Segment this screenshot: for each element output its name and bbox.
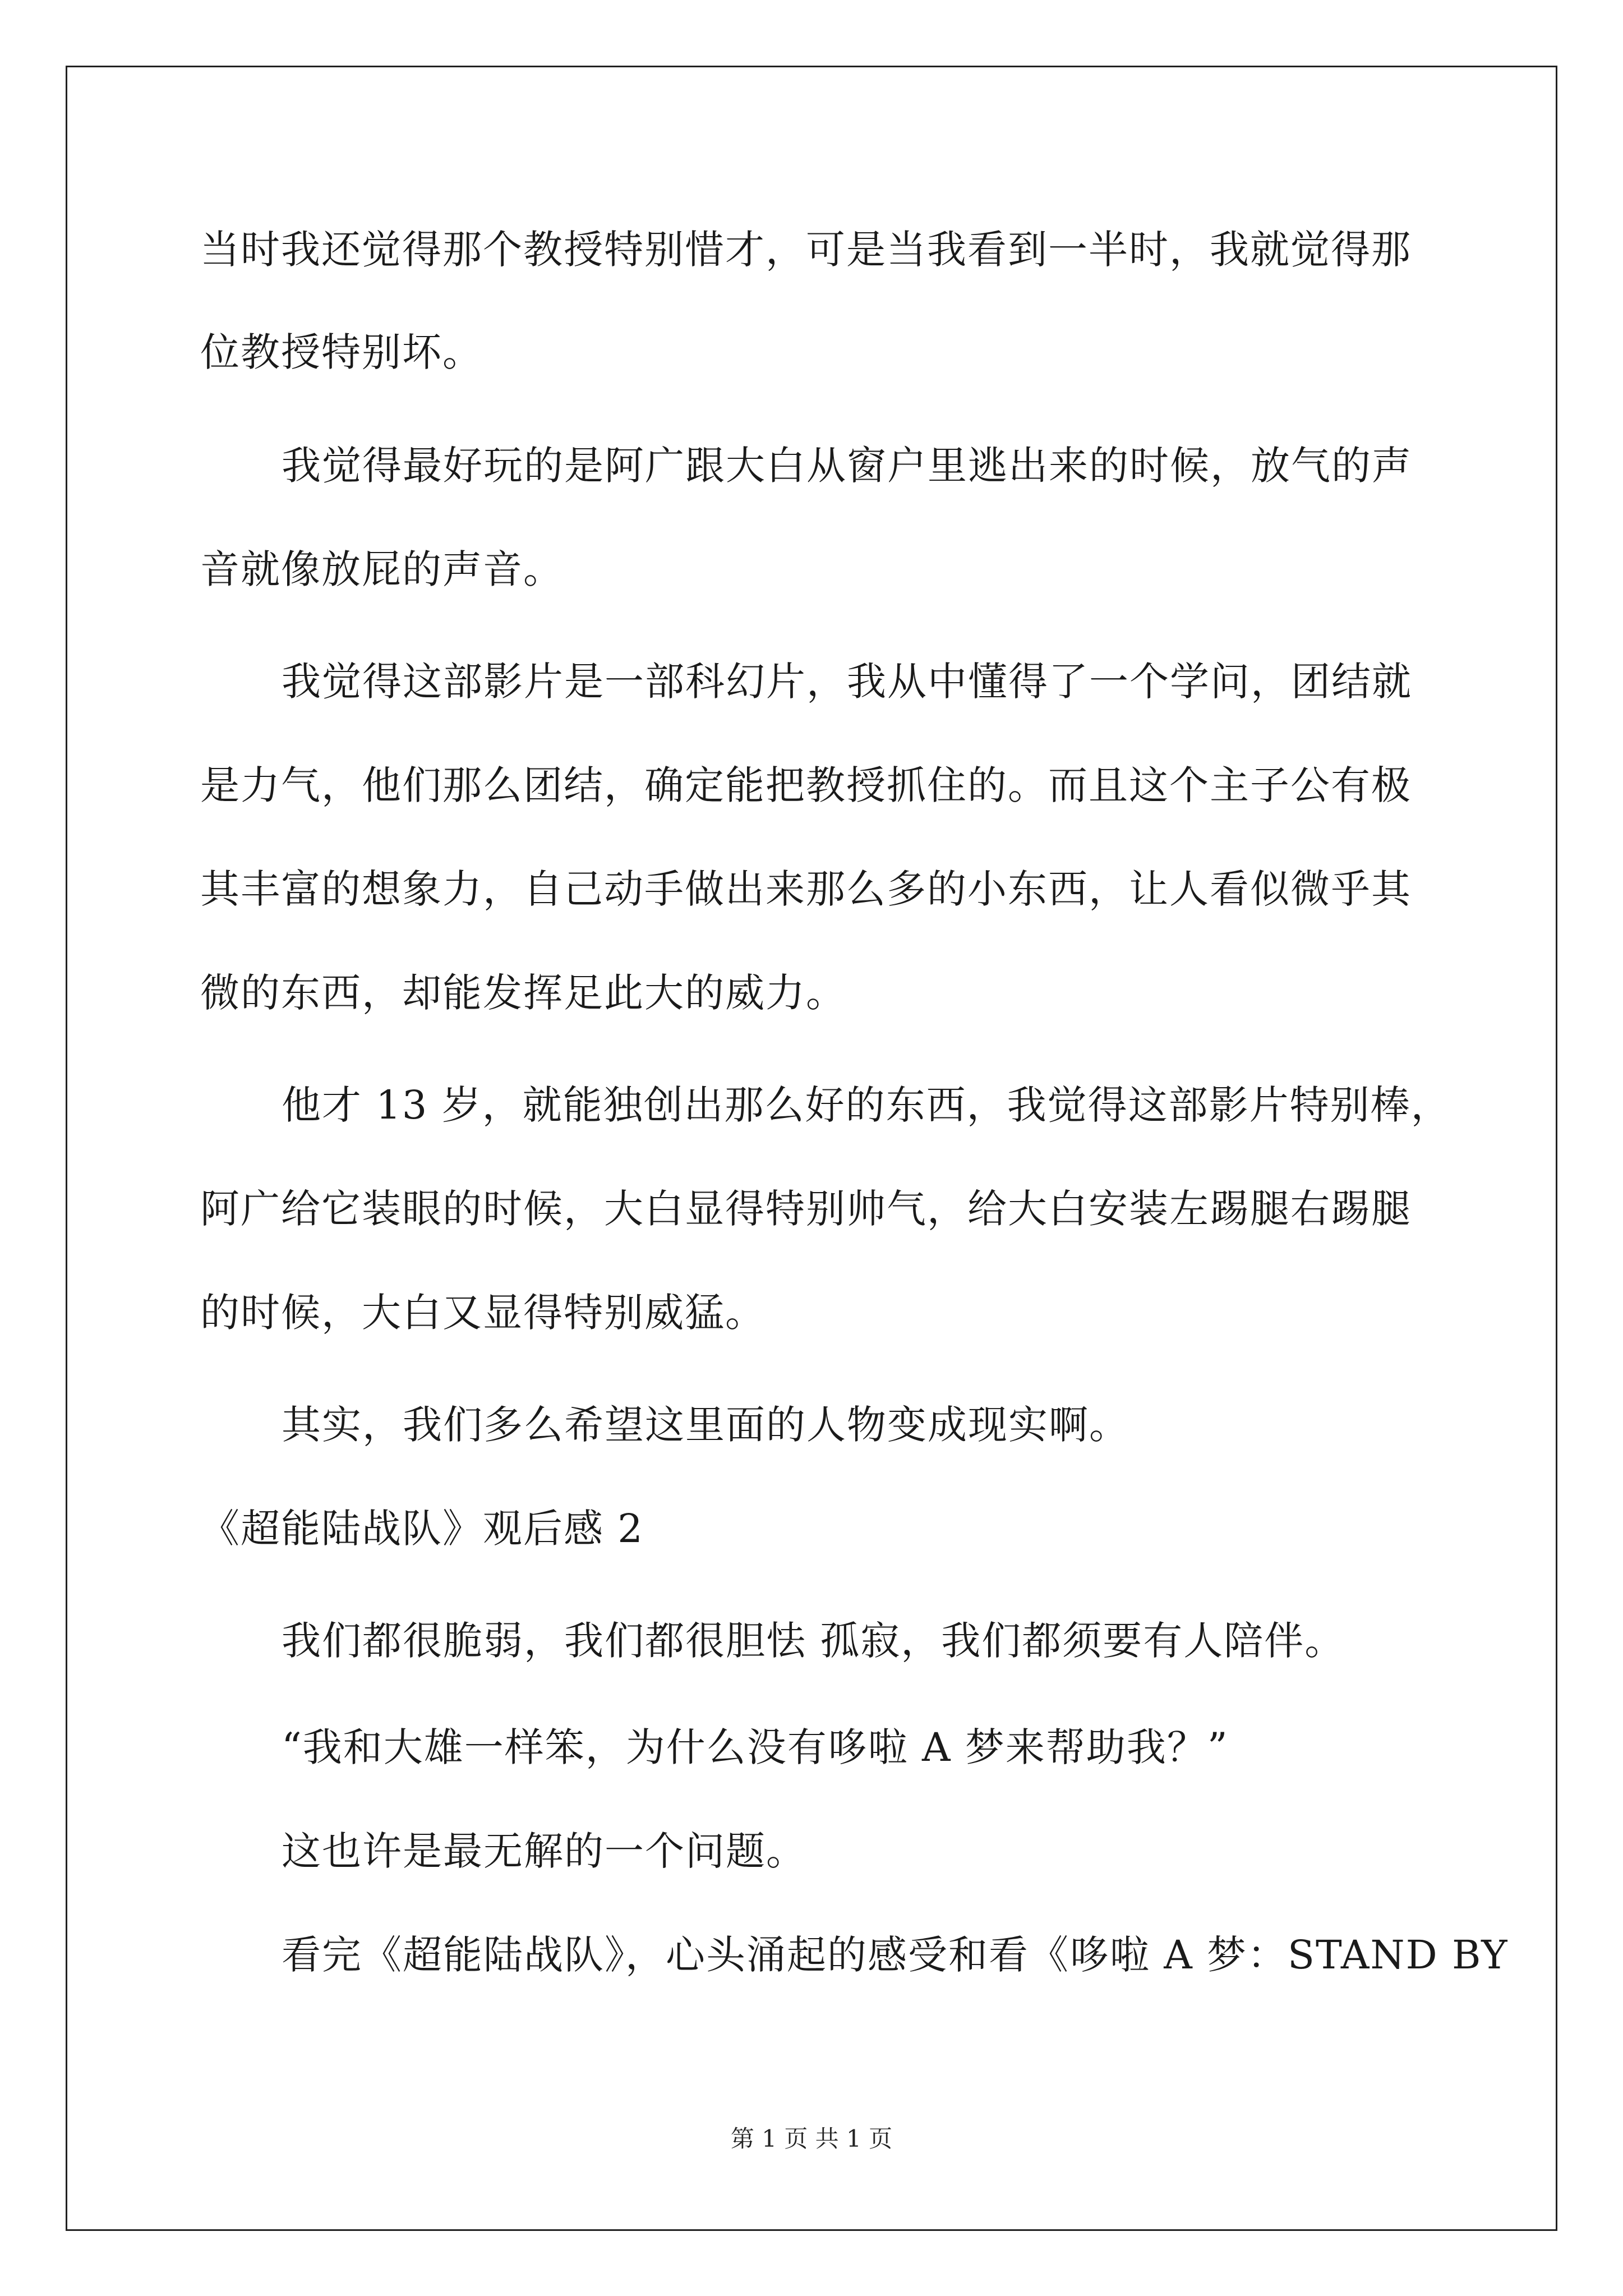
text-line: 我觉得这部影片是一部科幻片，我从中懂得了一个学问，团结就	[282, 659, 1412, 705]
text-line: 其丰富的想象力，自己动手做出来那么多的小东西，让人看似微乎其	[200, 866, 1412, 912]
page-footer: 第 1 页 共 1 页	[730, 2125, 893, 2152]
text-line: 我觉得最好玩的是阿广跟大白从窗户里逃出来的时候，放气的声	[282, 443, 1412, 489]
text-line: 阿广给它装眼的时候，大白显得特别帅气，给大白安装左踢腿右踢腿	[200, 1186, 1412, 1232]
page-frame	[66, 66, 1557, 2231]
text-line: 他才 13 岁，就能独创出那么好的东西，我觉得这部影片特别棒，	[282, 1082, 1451, 1128]
text-line: 的时候，大白又显得特别威猛。	[200, 1290, 766, 1336]
section-title: 《超能陆战队》观后感 2	[200, 1506, 644, 1552]
text-line: 看完《超能陆战队》，心头涌起的感受和看《哆啦 A 梦：STAND BY	[282, 1932, 1509, 1978]
text-line: 其实，我们多么希望这里面的人物变成现实啊。	[282, 1402, 1129, 1448]
text-line: 当时我还觉得那个教授特别惜才，可是当我看到一半时，我就觉得那	[200, 227, 1412, 273]
text-line: 音就像放屁的声音。	[200, 546, 564, 592]
text-line: 我们都很脆弱，我们都很胆怯 孤寂，我们都须要有人陪伴。	[282, 1618, 1345, 1664]
text-line: 是力气，他们那么团结，确定能把教授抓住的。而且这个主子公有极	[200, 762, 1412, 808]
text-line: 位教授特别坏。	[200, 329, 483, 375]
text-line: 这也许是最无解的一个问题。	[282, 1828, 806, 1874]
text-line: 微的东西，却能发挥足此大的威力。	[200, 970, 846, 1016]
text-line: “我和大雄一样笨，为什么没有哆啦 A 梦来帮助我？”	[282, 1724, 1229, 1770]
